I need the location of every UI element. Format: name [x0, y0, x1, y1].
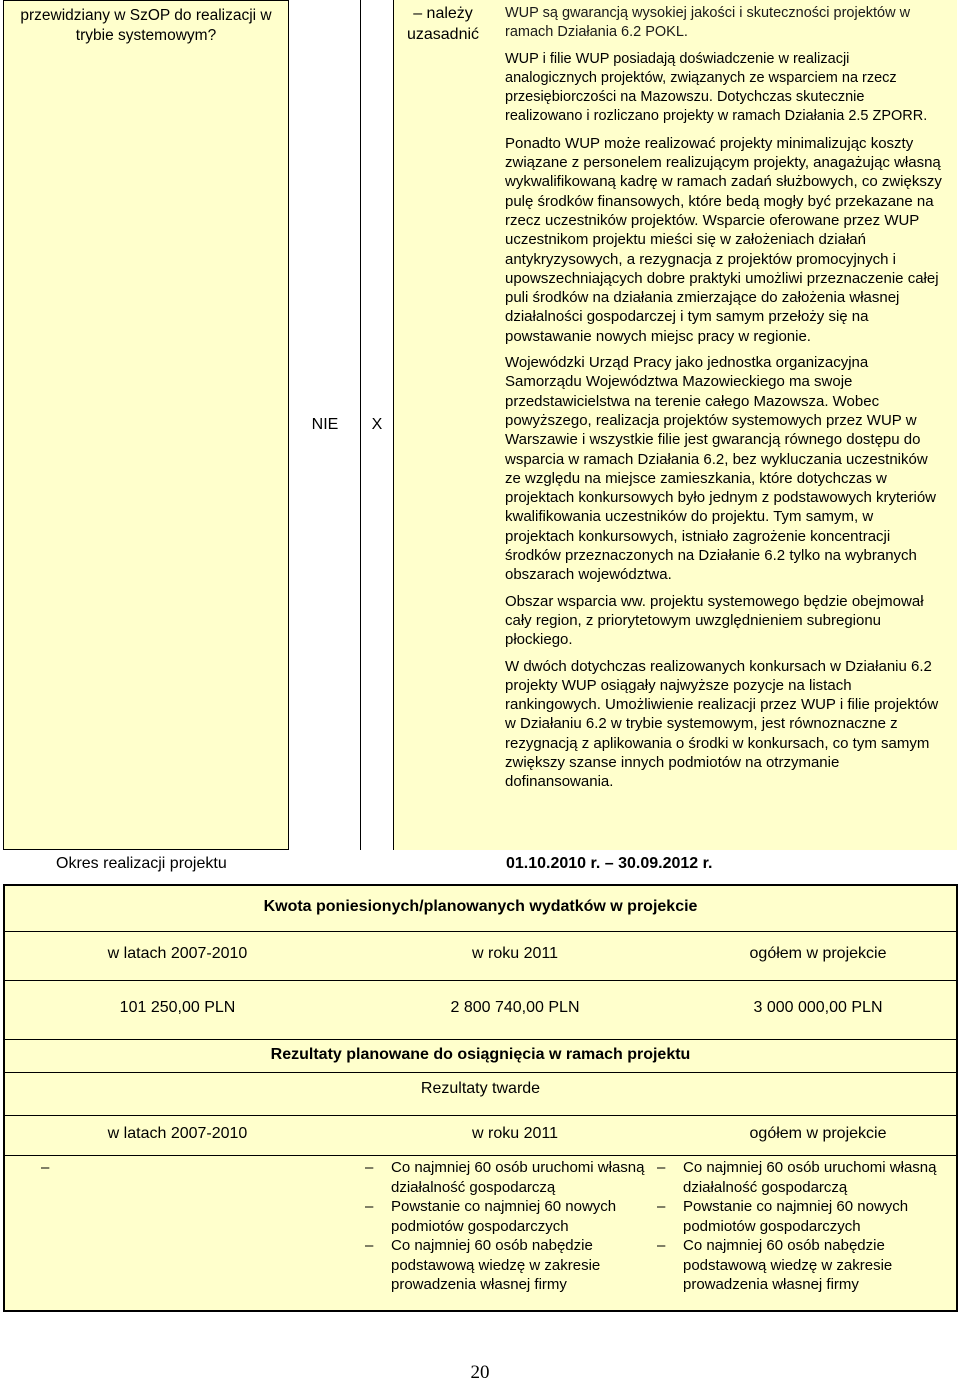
budget-title: [5, 898, 956, 916]
header-2011: w roku 2011: [472, 945, 558, 962]
list-item: [365, 1158, 645, 1197]
justification-paragraph: Obszar wsparcia ww. projektu systemowego będzie obejmował cały region, z priorytetowym uwzględnieniem subregionu płockiego.: [505, 592, 924, 649]
dash-icon: –: [657, 1159, 666, 1176]
hard-results-text: Rezultaty twarde: [420, 1080, 541, 1097]
results-col-total: [657, 1158, 947, 1295]
justification-paragraph: WUP są gwarancją wysokiej jakości i skuteczności projektów w ramach Działania 6.2 POKL.: [505, 5, 911, 41]
justification-cell: [493, 0, 957, 850]
hard-results-subtitle: [5, 1072, 956, 1098]
dash-icon: –: [657, 1237, 666, 1254]
results-lists: [5, 1156, 956, 1312]
justification-paragraph: Wojewódzki Urząd Pracy jako jednostka organizacyjna Samorządu Województwa Mazowieckiego ma swoje przedstawicielstwa na terenie całego Mazowsza. Wobec powyższego, realizacja projektów systemowych przez WUP w Warszawie i wszystkie filie jest gwarancją równego dostępu do wsparcia w ramach Działania 6.2, bez wykluczania uczestników ze względu na miejsce zamieszkania, które dotychczas w projektach konkursowych było jednym z podstawowych kryteriów kwalifikowania uczestników do projektu. Tym samym, w projektach konkursowych, istniało zagrożenie koncentracji środków przeznaczonych na Działanie 6.2 tylko na wybranych obszarach województwa.: [505, 354, 937, 584]
divider: [393, 0, 394, 850]
budget-values: [5, 980, 956, 1038]
justify-note: – należy uzasadnić: [393, 0, 493, 850]
dash-icon: –: [657, 1198, 666, 1215]
value-2011: 2 800 740,00 PLN: [450, 999, 580, 1016]
divider: [360, 0, 361, 850]
list-item: [657, 1197, 947, 1236]
dash-icon: –: [365, 1159, 374, 1176]
budget-headers: [5, 931, 956, 979]
results-col-2007-2010: [41, 1158, 101, 1178]
list-item-text: Co najmniej 60 osób uruchomi własną działalność gospodarczą: [391, 1159, 645, 1196]
period-label: Okres realizacji projektu: [56, 855, 227, 872]
empty-dash: –: [41, 1159, 50, 1176]
results-col-2011: [365, 1158, 645, 1295]
justification-paragraph: W dwóch dotychczas realizowanych konkursach w Działaniu 6.2 projekty WUP osiągały najwyższe pozycje na listach rankingowych. Umożliwienie realizacji przez WUP i filie projektów w Działaniu 6.2 w trybie systemowym, jest równoznaczne z rezygnacją z aplikowania o środki w konkursach, co tym samym zwiększy szanse innych podmiotów na otrzymanie dofinansowania.: [505, 657, 939, 791]
list-item: [657, 1236, 947, 1295]
period-value: 01.10.2010 r. – 30.09.2012 r.: [506, 855, 713, 872]
list-item-text: Co najmniej 60 osób nabędzie podstawową wiedzę w zakresie prowadzenia własnej firmy: [683, 1237, 893, 1293]
list-item-text: Powstanie co najmniej 60 nowych podmiotów gospodarczych: [391, 1198, 617, 1235]
list-item-text: Co najmniej 60 osób uruchomi własną działalność gospodarczą: [683, 1159, 937, 1196]
budget-title-text: Kwota poniesionych/planowanych wydatków w projekcie: [263, 898, 698, 915]
list-item-text: Co najmniej 60 osób nabędzie podstawową wiedzę w zakresie prowadzenia własnej firmy: [391, 1237, 601, 1293]
results-title-text: Rezultaty planowane do osiągnięcia w ramach projektu: [270, 1046, 691, 1063]
dash-icon: –: [365, 1198, 374, 1215]
question-cell: przewidziany w SzOP do realizacji w trybie systemowym?: [3, 0, 289, 850]
results-header-total: ogółem w projekcie: [749, 1125, 887, 1142]
results-header-2007-2010: w latach 2007-2010: [107, 1125, 248, 1142]
value-total: 3 000 000,00 PLN: [753, 999, 883, 1016]
header-2007-2010: w latach 2007-2010: [107, 945, 248, 962]
dash-icon: –: [365, 1237, 374, 1254]
list-item: [365, 1197, 645, 1236]
results-title: [5, 1039, 956, 1064]
budget-results-table: [3, 884, 958, 1312]
justification-paragraph: WUP i filie WUP posiadają doświadczenie w realizacji analogicznych projektów, związanych ze wsparciem na rzecz przesiębiorczości na Mazowszu. Dotychczas skutecznie realizowano i rozliczano projekty w ramach Działania 2.5 ZPORR.: [505, 50, 928, 125]
justification-paragraph: Ponadto WUP może realizować projekty minimalizując koszty związane z personelem realizującym projekty, anagażując własną wykwalifikowaną kadrę w ramach zadań służbowych, co zwiększy pulę środków finansowych, które bedą mogły być przekazane na rzecz uczestników projektów. Wsparcie oferowane przez WUP uczestnikom projektu mieści się w założeniach działań antykryzysowych, a rezygnacja z projektów promocyjnych i upowszechniających dobre praktyki umożliwi przeznaczenie całej puli środków na działania zmierzające do założenia własnej działalności gospodarczej i tym samym przełoży się na powstawanie nowych miejsc pracy w regionie.: [505, 134, 942, 345]
list-item-text: Powstanie co najmniej 60 nowych podmiotów gospodarczych: [683, 1198, 909, 1235]
results-header-2011: w roku 2011: [472, 1125, 558, 1142]
nie-label: NIE: [311, 416, 339, 433]
answer-x-mark: [361, 0, 393, 850]
answer-nie: [289, 0, 361, 850]
x-mark: X: [371, 416, 383, 433]
results-headers: [5, 1115, 956, 1155]
value-2007-2010: 101 250,00 PLN: [119, 999, 236, 1016]
header-total: ogółem w projekcie: [749, 945, 887, 962]
page-number: 20: [470, 1362, 490, 1383]
list-item: [657, 1158, 947, 1197]
list-item: [365, 1236, 645, 1295]
